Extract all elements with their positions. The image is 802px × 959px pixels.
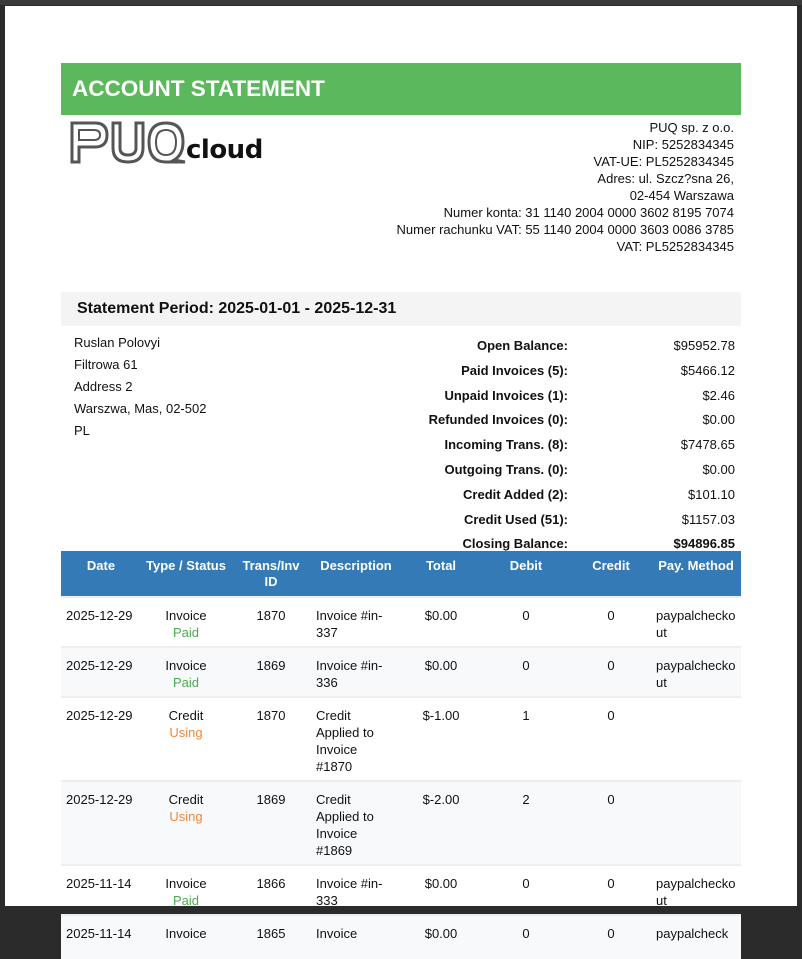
- col-debit: Debit: [481, 551, 571, 597]
- logo-suffix: cloud: [186, 135, 263, 165]
- balance-summary: [335, 334, 735, 557]
- col-id: Trans/Inv ID: [231, 551, 311, 597]
- summary-row: Credit Used (51): $1157.03: [463, 511, 735, 527]
- summary-row: Paid Invoices (5): $5466.12: [461, 362, 735, 378]
- table-row: 2025-12-29 Invoice Paid 1870 Invoice #in-337 $0.00 0 0 paypalcheckout: [61, 597, 741, 647]
- summary-row: Refunded Invoices (0): $0.00: [428, 412, 735, 428]
- summary-row: Outgoing Trans. (0): $0.00: [444, 461, 735, 477]
- status-paid: Paid: [172, 893, 200, 908]
- company-line: Numer konta: 31 1140 2004 0000 3602 8195 7074: [443, 205, 734, 220]
- statement-content: [61, 63, 741, 959]
- summary-row: Incoming Trans. (8): $7478.65: [444, 437, 735, 453]
- company-line: Adres: ul. Szcz?sna 26,: [597, 171, 734, 186]
- table-row: 2025-12-29 Invoice Paid 1869 Invoice #in-336 $0.00 0 0 paypalcheckout: [61, 647, 741, 697]
- statement-header: [61, 115, 741, 292]
- status-using: Using: [169, 725, 203, 740]
- company-line: Numer rachunku VAT: 55 1140 2004 0000 3603 0086 3785: [396, 222, 734, 237]
- company-line: PUQ sp. z o.o.: [649, 120, 734, 135]
- statement-title: ACCOUNT STATEMENT: [61, 63, 741, 115]
- table-row: 2025-11-14 Invoice 1865 Invoice $0.00 0 0 paypalcheck: [61, 915, 741, 959]
- col-pay-method: Pay. Method: [651, 551, 741, 597]
- summary-row: Open Balance: $95952.78: [476, 338, 735, 353]
- company-details: [394, 119, 734, 255]
- table-header-row: [61, 551, 741, 597]
- transactions-table: [61, 551, 741, 959]
- client-line: Filtrowa 61: [74, 357, 138, 372]
- client-address: [74, 332, 206, 442]
- status-using: Using: [169, 809, 203, 824]
- status-paid: Paid: [172, 675, 200, 690]
- company-line: NIP: 5252834345: [632, 137, 734, 152]
- table-row: 2025-12-29 Credit Using 1869 Credit Applied to Invoice #1869 $-2.00 2 0: [61, 781, 741, 865]
- client-line: Warszwa, Mas, 02-502: [74, 401, 207, 416]
- company-line: 02-454 Warszawa: [629, 188, 734, 203]
- company-logo: [69, 118, 263, 164]
- puq-logo-icon: [69, 120, 187, 164]
- company-line: VAT: PL5252834345: [616, 239, 734, 254]
- summary-row: Unpaid Invoices (1): $2.46: [444, 387, 735, 403]
- statement-page: [5, 6, 797, 941]
- company-line: VAT-UE: PL5252834345: [593, 154, 734, 169]
- client-line: Address 2: [74, 379, 133, 394]
- table-row: 2025-12-29 Credit Using 1870 Credit Applied to Invoice #1870 $-1.00 1 0: [61, 697, 741, 781]
- summary-row-closing: Closing Balance: $94896.85: [462, 536, 735, 552]
- col-credit: Credit: [571, 551, 651, 597]
- viewer-toolbar-edge: [0, 0, 802, 5]
- status-paid: Paid: [172, 625, 200, 640]
- statement-period: Statement Period: 2025-01-01 - 2025-12-31: [61, 292, 741, 326]
- table-row: 2025-11-14 Invoice Paid 1866 Invoice #in-333 $0.00 0 0 paypalcheckout: [61, 865, 741, 915]
- col-date: Date: [61, 551, 141, 597]
- summary-row: Credit Added (2): $101.10: [463, 486, 735, 502]
- client-line: Ruslan Polovyi: [74, 335, 160, 350]
- col-type-status: Type / Status: [141, 551, 231, 597]
- col-description: Description: [311, 551, 401, 597]
- statement-info: [61, 326, 741, 551]
- client-line: PL: [74, 423, 90, 438]
- col-total: Total: [401, 551, 481, 597]
